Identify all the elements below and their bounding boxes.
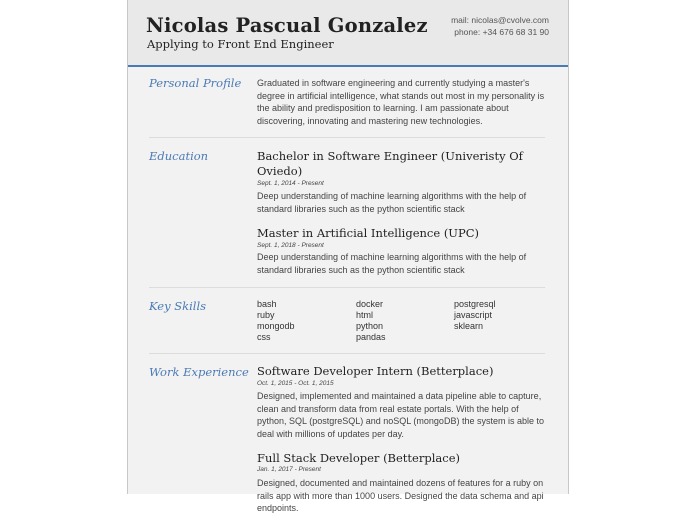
skill-item: ruby bbox=[257, 310, 275, 320]
contact-phone: phone: +34 676 68 31 90 bbox=[454, 27, 549, 37]
work-title-1: Software Developer Intern (Betterplace) bbox=[257, 364, 494, 378]
section-title-education: Education bbox=[149, 149, 209, 163]
section-title-work: Work Experience bbox=[149, 365, 249, 379]
work-title-2: Full Stack Developer (Betterplace) bbox=[257, 451, 460, 465]
section-divider bbox=[149, 287, 545, 288]
work-text-1: Designed, implemented and maintained a data pipeline able to capture, clean and transform data from real estate portals. With the help of python, SQL (postgreSQL) and noSQL (mongoDB) the system is able to deal with millions of updates per day. bbox=[257, 391, 544, 439]
resume-page bbox=[127, 0, 569, 513]
section-title-skills: Key Skills bbox=[149, 299, 207, 313]
education-title-1: Bachelor in Software Engineer (Univeristy Of Oviedo) bbox=[257, 149, 523, 178]
education-text-2: Deep understanding of machine learning algorithms with the help of standard libraries such as the python scientific stack bbox=[257, 252, 527, 275]
section-title-profile: Personal Profile bbox=[149, 76, 242, 90]
work-text-2: Designed, documented and maintained dozens of features for a ruby on rails app with more than 1000 users. Designed the data schema and api endpoints. bbox=[257, 478, 544, 513]
education-date-1: Sept. 1, 2014 - Present bbox=[257, 180, 324, 187]
skill-item: docker bbox=[356, 299, 384, 309]
skill-item: python bbox=[356, 321, 384, 331]
skill-item: bash bbox=[257, 299, 277, 309]
skill-item: pandas bbox=[356, 332, 386, 342]
section-divider bbox=[149, 353, 545, 354]
section-divider bbox=[149, 137, 545, 138]
resume-header bbox=[128, 0, 568, 67]
work-date-1: Oct. 1, 2015 - Oct. 1, 2015 bbox=[257, 380, 334, 387]
skill-item: html bbox=[356, 310, 374, 320]
candidate-name: Nicolas Pascual Gonzalez bbox=[146, 14, 428, 37]
profile-text: Graduated in software engineering and currently studying a master's degree in artificial intelligence, what stands out most in my personality is the ability and predisposition to learning. I am passionate about discovering, innovating and mastering new technologies. bbox=[257, 78, 545, 126]
skill-item: sklearn bbox=[454, 321, 484, 331]
skill-item: postgresql bbox=[454, 299, 496, 309]
candidate-subtitle: Applying to Front End Engineer bbox=[147, 37, 334, 51]
education-date-2: Sept. 1, 2018 - Present bbox=[257, 242, 324, 249]
contact-info bbox=[451, 14, 549, 38]
skill-item: mongodb bbox=[257, 321, 295, 331]
skill-item: css bbox=[257, 332, 271, 342]
skill-item: javascript bbox=[454, 310, 493, 320]
contact-email: mail: nicolas@cvolve.com bbox=[451, 15, 549, 25]
education-text-1: Deep understanding of machine learning algorithms with the help of standard libraries such as the python scientific stack bbox=[257, 191, 527, 214]
work-date-2: Jan. 1, 2017 - Present bbox=[257, 466, 321, 473]
education-title-2: Master in Artificial Intelligence (UPC) bbox=[257, 226, 480, 240]
